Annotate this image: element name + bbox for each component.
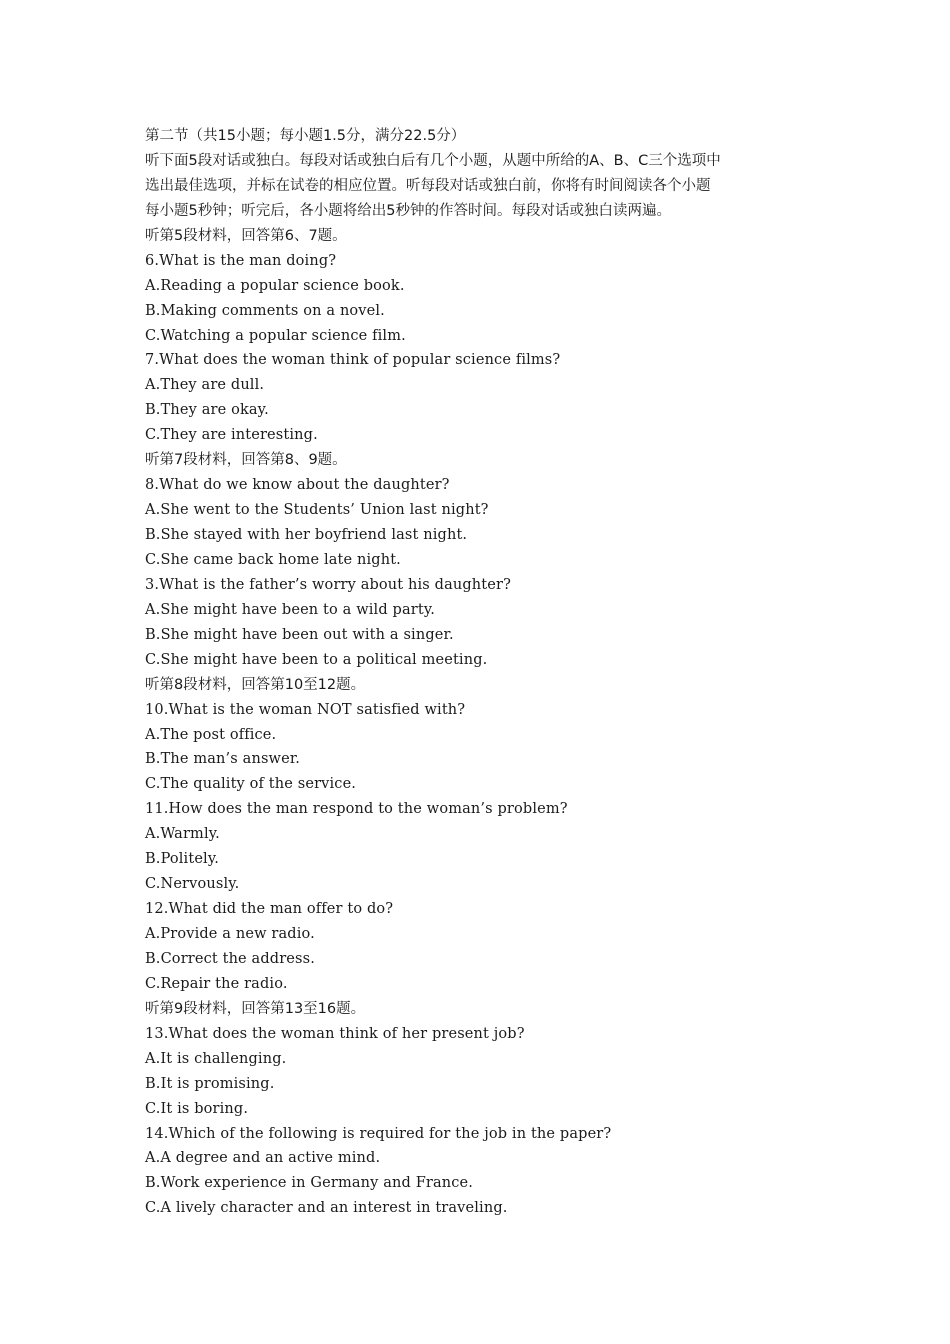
answer-option: A.Reading a popular science book. — [145, 277, 405, 294]
answer-option: A.She went to the Students’ Union last night? — [145, 502, 489, 519]
passage-heading: 听第7段材料，回答第8、9题。 — [145, 452, 347, 469]
answer-option: C.Nervously. — [145, 876, 240, 893]
answer-option: B.She might have been out with a singer. — [145, 626, 454, 643]
answer-option: C.She came back home late night. — [145, 551, 401, 568]
answer-option: B.She stayed with her boyfriend last night. — [145, 527, 468, 543]
question: 11.How does the man respond to the woman’s problem? — [145, 801, 568, 818]
answer-option: B.The man’s answer. — [145, 751, 301, 768]
answer-option: B.Politely. — [145, 851, 220, 868]
answer-option: C.A lively character and an interest in traveling. — [145, 1200, 508, 1217]
answer-option: A.They are dull. — [145, 377, 265, 394]
answer-option: A.A degree and an active mind. — [145, 1150, 381, 1167]
answer-option: B.Work experience in Germany and France. — [145, 1175, 474, 1192]
answer-option: A.Warmly. — [145, 826, 220, 843]
question: 13.What does the woman think of her present job? — [145, 1025, 525, 1042]
instruction-line: 选出最佳选项，并标在试卷的相应位置。听每段对话或独白前，你将有时间阅读各个小题 — [145, 177, 711, 194]
answer-option: C.The quality of the service. — [145, 776, 357, 793]
passage-heading: 听第8段材料，回答第10至12题。 — [145, 676, 366, 693]
answer-option: B.They are okay. — [145, 402, 269, 419]
passage-heading: 听第9段材料，回答第13至16题。 — [145, 1000, 366, 1017]
question: 8.What do we know about the daughter? — [145, 477, 450, 494]
section-heading: 第二节（共15小题；每小题1.5分，满分22.5分） — [145, 128, 466, 144]
answer-option: B.Correct the address. — [145, 950, 315, 967]
answer-option: C.They are interesting. — [145, 427, 318, 444]
question: 12.What did the man offer to do? — [145, 901, 394, 918]
answer-option: A.She might have been to a wild party. — [145, 601, 436, 618]
answer-option: C.She might have been to a political meeting. — [145, 651, 488, 668]
passage-heading: 听第5段材料，回答第6、7题。 — [145, 227, 347, 244]
instruction-line: 听下面5段对话或独白。每段对话或独白后有几个小题，从题中所给的A、B、C三个选项中 — [145, 152, 721, 169]
document-body — [145, 124, 825, 1221]
question: 7.What does the woman think of popular science films? — [145, 352, 561, 369]
question: 14.Which of the following is required for the job in the paper? — [145, 1125, 612, 1142]
answer-option: B.Making comments on a novel. — [145, 302, 385, 319]
answer-option: A.The post office. — [145, 726, 277, 743]
question: 10.What is the woman NOT satisfied with? — [145, 701, 466, 718]
answer-option: A.Provide a new radio. — [145, 926, 315, 942]
instruction-line: 每小题5秒钟；听完后，各小题将给出5秒钟的作答时间。每段对话或独白读两遍。 — [145, 202, 671, 219]
answer-option: C.It is boring. — [145, 1100, 249, 1117]
answer-option: A.It is challenging. — [145, 1050, 287, 1067]
question: 3.What is the father’s worry about his daughter? — [145, 576, 512, 593]
question: 6.What is the man doing? — [145, 252, 337, 269]
answer-option: C.Watching a popular science film. — [145, 327, 406, 344]
answer-option: C.Repair the radio. — [145, 975, 288, 992]
answer-option: B.It is promising. — [145, 1075, 275, 1092]
